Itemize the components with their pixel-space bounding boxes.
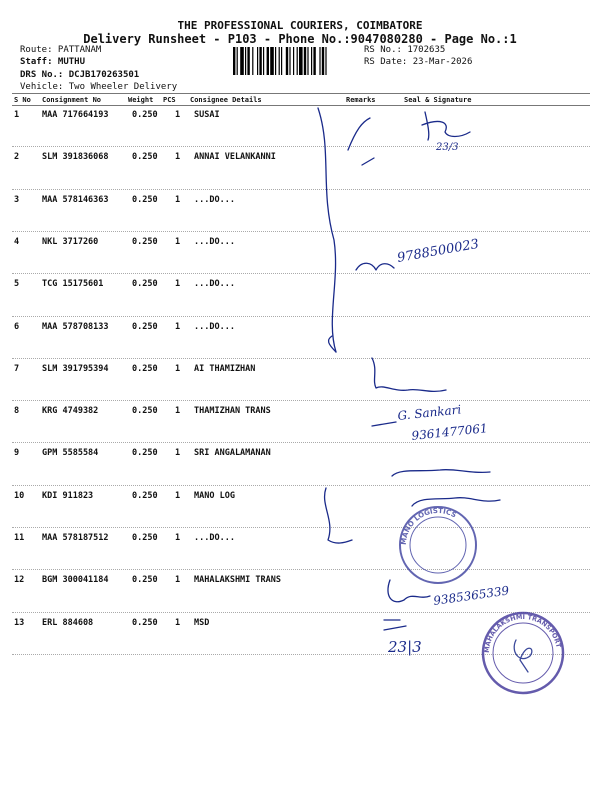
cell-consignment: BGM 300041184: [42, 575, 109, 586]
cell-pcs: 1: [175, 617, 181, 628]
cell-consignee: ...DO...: [194, 533, 235, 543]
cell-consignee: ...DO...: [194, 236, 235, 247]
cell-consignee: SRI ANGALAMANAN: [194, 448, 271, 459]
rs-date: RS Date: 23-Mar-2026: [364, 57, 473, 67]
cell-consignment: KRG 4749382: [42, 406, 99, 417]
cell-pcs: 1: [175, 575, 181, 586]
cell-sno: 2: [14, 152, 20, 163]
cell-weight: 0.250: [132, 194, 158, 205]
cell-sno: 11: [14, 533, 25, 543]
cell-weight: 0.250: [132, 110, 158, 120]
remarks-tick-2: [362, 158, 374, 165]
staff-label: Staff: MUTHU: [20, 57, 86, 67]
col-seal-signature: Seal & Signature: [404, 96, 472, 104]
cell-pcs: 1: [175, 533, 181, 543]
cell-consignee: AI THAMIZHAN: [194, 363, 256, 374]
date-row13: 23|3: [388, 638, 422, 656]
cell-sno: 8: [14, 406, 20, 417]
cell-weight: 0.250: [132, 617, 158, 628]
remarks-tick-1: [348, 118, 370, 150]
runsheet-title: Delivery Runsheet - P103 - Phone No.:9047080280 - Page No.:1: [83, 32, 517, 46]
cell-weight: 0.250: [132, 406, 158, 417]
col-sno: S No: [14, 96, 31, 104]
cell-sno: 3: [14, 194, 20, 205]
stamp-mahalakshmi: [483, 613, 563, 693]
name-row8: G. Sankari: [396, 402, 462, 423]
cell-consignment: KDI 911823: [42, 490, 94, 501]
cell-weight: 0.250: [132, 321, 158, 332]
cell-consignment: MAA 717664193: [42, 110, 109, 120]
cell-sno: 10: [14, 490, 25, 501]
cell-consignment: GPM 5585584: [42, 448, 99, 459]
cell-pcs: 1: [175, 490, 181, 501]
cell-consignment: MAA 578146363: [42, 194, 109, 205]
cell-consignee: SUSAI: [194, 110, 220, 120]
signature-row10-b: [412, 498, 500, 506]
col-pcs: PCS: [163, 96, 176, 104]
cell-pcs: 1: [175, 194, 181, 205]
signature-row10-a: [392, 470, 490, 476]
cell-consignment: NKL 3717260: [42, 236, 99, 247]
cell-sno: 5: [14, 279, 20, 290]
cell-consignment: SLM 391795394: [42, 363, 109, 374]
cell-sno: 7: [14, 363, 20, 374]
signature-row12: [388, 580, 430, 602]
stamp2-signature: [514, 640, 532, 672]
cell-consignment: TCG 15175601: [42, 279, 104, 290]
signature-row7: [372, 358, 446, 391]
cell-weight: 0.250: [132, 448, 158, 459]
cell-pcs: 1: [175, 279, 181, 290]
svg-text:MAHALAKSHMI TRANSPORT: [483, 613, 563, 653]
stamp1-text: MANO LOGISTICS: [399, 506, 458, 546]
vehicle-label: Vehicle: Two Wheeler Delivery: [20, 82, 178, 92]
cell-weight: 0.250: [132, 236, 158, 247]
cell-consignee: ...DO...: [194, 321, 235, 332]
cell-consignee: ...DO...: [194, 194, 235, 205]
signature-row4: [356, 263, 394, 270]
cell-consignee: THAMIZHAN TRANS: [194, 406, 271, 417]
cell-weight: 0.250: [132, 575, 158, 586]
cell-weight: 0.250: [132, 533, 158, 543]
company-title: THE PROFESSIONAL COURIERS, COIMBATORE: [177, 19, 423, 32]
phone-row4: 9788500023: [396, 236, 481, 266]
drs-number: DRS No.: DCJB170263501: [20, 70, 140, 80]
stamp2-text: MAHALAKSHMI TRANSPORT: [482, 612, 563, 654]
col-weight: Weight: [128, 96, 154, 104]
cell-consignment: SLM 391836068: [42, 152, 109, 163]
cell-consignee: ...DO...: [194, 279, 235, 290]
cell-consignee: MANO LOG: [194, 490, 235, 501]
col-consignment: Consignment No: [42, 96, 102, 104]
cell-pcs: 1: [175, 363, 181, 374]
cell-sno: 9: [14, 448, 20, 459]
rs-number: RS No.: 1702635: [364, 45, 446, 55]
date-row1: 23/3: [436, 142, 459, 153]
cell-consignee: MAHALAKSHMI TRANS: [194, 575, 281, 586]
cell-sno: 1: [14, 110, 20, 120]
cell-weight: 0.250: [132, 279, 158, 290]
phone-row12: 9385365339: [432, 583, 511, 608]
cell-weight: 0.250: [132, 152, 158, 163]
cell-pcs: 1: [175, 110, 181, 120]
bracket-row10-11: [325, 488, 352, 543]
cell-consignee: MSD: [194, 617, 210, 628]
phone-row8: 9361477061: [410, 421, 489, 443]
cell-consignment: MAA 578708133: [42, 321, 109, 332]
col-consignee: Consignee Details: [190, 96, 262, 104]
stamp-mano-logistics: [400, 507, 476, 583]
cell-pcs: 1: [175, 406, 181, 417]
cell-consignment: MAA 578187512: [42, 533, 109, 543]
cell-pcs: 1: [175, 321, 181, 332]
remarks-bracket-stroke: [318, 108, 336, 352]
svg-text:MANO LOGISTICS: [400, 507, 458, 545]
cell-sno: 4: [14, 236, 20, 247]
cell-sno: 6: [14, 321, 20, 332]
cell-pcs: 1: [175, 448, 181, 459]
col-remarks: Remarks: [346, 96, 376, 104]
cell-consignee: ANNAI VELANKANNI: [194, 152, 276, 163]
signature-row1: [422, 112, 470, 140]
cell-pcs: 1: [175, 152, 181, 163]
cell-pcs: 1: [175, 236, 181, 247]
cell-weight: 0.250: [132, 363, 158, 374]
cell-consignment: ERL 884608: [42, 617, 94, 628]
route-label: Route: PATTANAM: [20, 45, 102, 55]
cell-weight: 0.250: [132, 490, 158, 501]
mark-row13: [384, 620, 406, 630]
cell-sno: 13: [14, 617, 25, 628]
dash-row8: [372, 422, 396, 426]
cell-sno: 12: [14, 575, 25, 586]
